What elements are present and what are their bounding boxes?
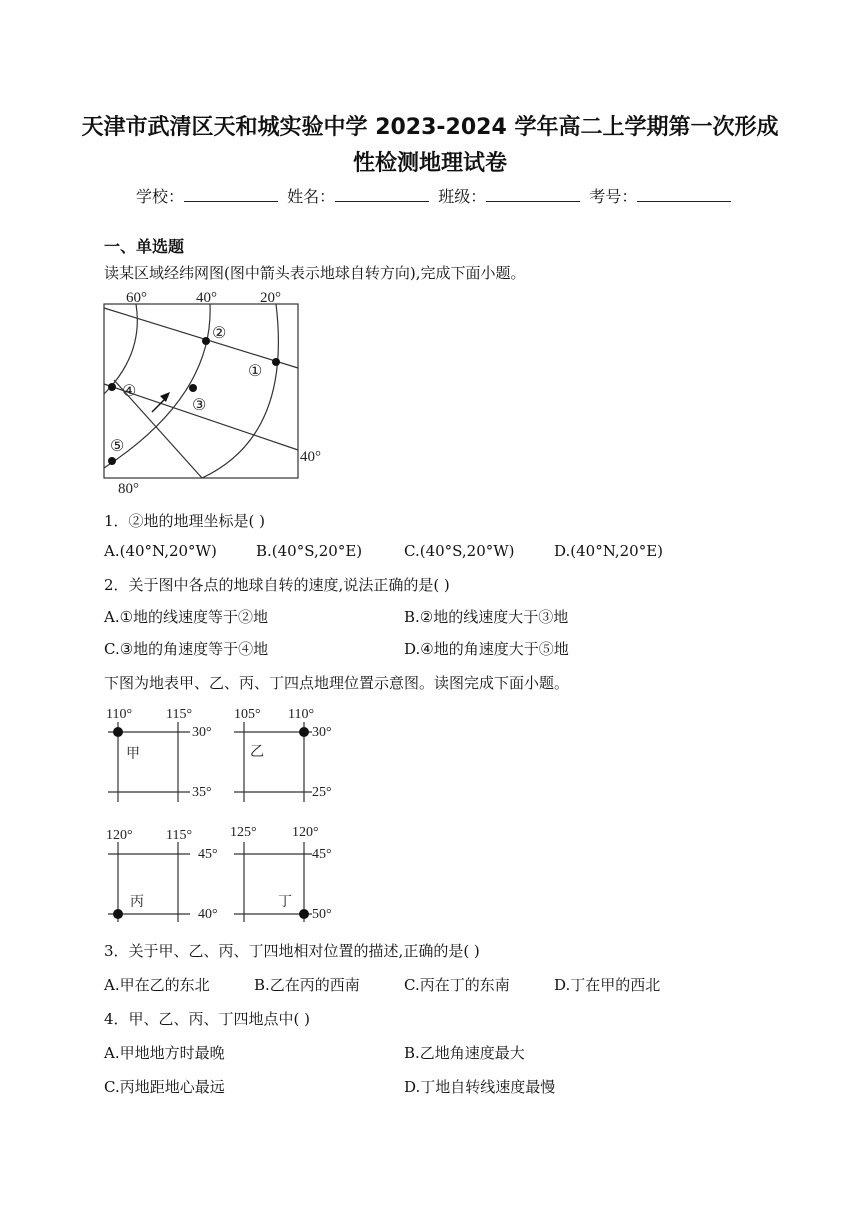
yi-top-left: 105° xyxy=(234,707,261,722)
jia-top-right: 115° xyxy=(166,707,193,722)
student-info-row xyxy=(136,184,735,207)
ding-right-bottom: 50° xyxy=(312,907,332,922)
ding-name: 丁 xyxy=(278,895,292,910)
label-80: 80° xyxy=(118,481,139,497)
section-heading: 一、单选题 xyxy=(104,237,185,256)
point-jia xyxy=(113,727,123,737)
yi-name: 乙 xyxy=(250,745,264,760)
q2-option-b[interactable]: B.②地的线速度大于③地 xyxy=(404,608,569,626)
q4-option-d[interactable]: D.丁地自转线速度最慢 xyxy=(404,1078,556,1096)
q2-option-c[interactable]: C.③地的角速度等于④地 xyxy=(104,640,269,658)
exam-title-line2: 性检测地理试卷 xyxy=(352,151,507,176)
jia-top-left: 110° xyxy=(106,707,133,722)
label-point-3: ③ xyxy=(192,397,207,414)
q1-option-a[interactable]: A.(40°N,20°W) xyxy=(104,542,217,560)
point-1 xyxy=(272,358,280,366)
ding-top-left: 125° xyxy=(230,825,257,840)
bing-name: 丙 xyxy=(130,895,144,910)
q3-stem: 3．关于甲、乙、丙、丁四地相对位置的描述,正确的是( ) xyxy=(104,942,480,960)
class-blank[interactable] xyxy=(486,187,580,202)
q3-option-d[interactable]: D.丁在甲的西北 xyxy=(554,976,661,994)
label-point-5: ⑤ xyxy=(110,438,125,455)
exam-title-line1: 天津市武清区天和城实验中学 2023-2024 学年高二上学期第一次形成 xyxy=(81,115,779,140)
school-label: 学校： xyxy=(136,187,185,206)
jia-name: 甲 xyxy=(126,747,140,762)
q2-option-a[interactable]: A.①地的线速度等于②地 xyxy=(104,608,269,626)
bing-right-top: 45° xyxy=(198,847,218,862)
yi-top-right: 110° xyxy=(288,707,315,722)
q2-stem: 2．关于图中各点的地球自转的速度,说法正确的是( ) xyxy=(104,576,450,594)
point-bing xyxy=(113,909,123,919)
point-ding xyxy=(299,909,309,919)
q1-stem: 1．②地的地理坐标是( ) xyxy=(104,512,266,530)
intro-text-2: 下图为地表甲、乙、丙、丁四点地理位置示意图。读图完成下面小题。 xyxy=(104,674,570,692)
jia-right-top: 30° xyxy=(192,725,212,740)
label-40-right: 40° xyxy=(300,449,321,465)
bing-top-right: 115° xyxy=(166,828,193,843)
meridian-60 xyxy=(104,304,137,394)
label-point-2: ② xyxy=(212,325,227,342)
yi-right-top: 30° xyxy=(312,725,332,740)
label-point-4: ④ xyxy=(122,383,137,400)
ding-top-right: 120° xyxy=(292,825,319,840)
location-figure xyxy=(100,700,350,926)
q1-option-d[interactable]: D.(40°N,20°E) xyxy=(554,542,664,560)
graticule-figure xyxy=(96,286,336,500)
q3-option-b[interactable]: B.乙在丙的西南 xyxy=(254,976,360,994)
yi-right-bottom: 25° xyxy=(312,785,332,800)
bing-right-bottom: 40° xyxy=(198,907,218,922)
q3-option-c[interactable]: C.丙在丁的东南 xyxy=(404,976,510,994)
q1-option-b[interactable]: B.(40°S,20°E) xyxy=(256,542,363,560)
name-blank[interactable] xyxy=(335,187,429,202)
label-60: 60° xyxy=(126,290,147,306)
q1-option-c[interactable]: C.(40°S,20°W) xyxy=(404,542,515,560)
name-label: 姓名： xyxy=(287,187,336,206)
q2-option-d[interactable]: D.④地的角速度大于⑤地 xyxy=(404,640,569,658)
q3-option-a[interactable]: A.甲在乙的东北 xyxy=(104,976,210,994)
bing-top-left: 120° xyxy=(106,828,133,843)
exam-number-blank[interactable] xyxy=(637,187,731,202)
intro-text-1: 读某区域经纬网图(图中箭头表示地球自转方向),完成下面小题。 xyxy=(104,264,526,282)
point-5 xyxy=(108,457,116,465)
q4-option-a[interactable]: A.甲地地方时最晚 xyxy=(104,1044,225,1062)
exam-number-label: 考号： xyxy=(589,187,638,206)
class-label: 班级： xyxy=(438,187,487,206)
label-40-top: 40° xyxy=(196,290,217,306)
point-yi xyxy=(299,727,309,737)
school-blank[interactable] xyxy=(184,187,278,202)
point-4 xyxy=(108,383,116,391)
point-3 xyxy=(189,384,197,392)
label-point-1: ① xyxy=(248,363,263,380)
q4-option-c[interactable]: C.丙地距地心最远 xyxy=(104,1078,225,1096)
q4-stem: 4．甲、乙、丙、丁四地点中( ) xyxy=(104,1010,311,1028)
ding-right-top: 45° xyxy=(312,847,332,862)
q4-option-b[interactable]: B.乙地角速度最大 xyxy=(404,1044,525,1062)
jia-right-bottom: 35° xyxy=(192,785,212,800)
point-2 xyxy=(202,337,210,345)
label-20: 20° xyxy=(260,290,281,306)
